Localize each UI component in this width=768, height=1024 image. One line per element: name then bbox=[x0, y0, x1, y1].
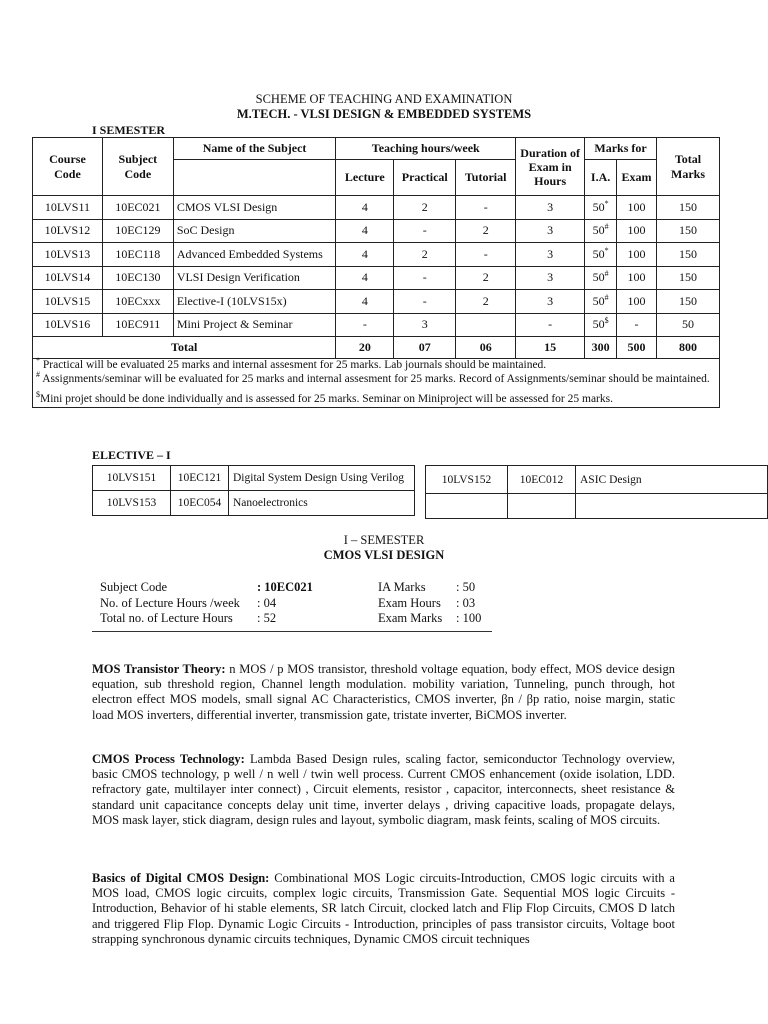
course-info-right bbox=[378, 580, 481, 627]
info-row: No. of Lecture Hours /week : 04 bbox=[100, 595, 277, 610]
table-row bbox=[33, 196, 720, 220]
info-row: Exam Hours : 03 bbox=[378, 595, 476, 610]
row-subject-code: 10EC911 bbox=[102, 313, 173, 337]
info-row: Subject Code : 10EC021 bbox=[100, 580, 313, 594]
section-cmos-process-technology bbox=[92, 752, 675, 828]
row-total: 150 bbox=[657, 266, 720, 290]
elective-subject-name bbox=[576, 494, 768, 519]
row-course-code: 10LVS12 bbox=[33, 219, 103, 243]
section-text: n MOS / p MOS transistor, threshold voltage equation, body effect, MOS device design equation, sub threshold region, Channel length modulation. mobility variation, Tunneling, punch through, hot electron effect MOS models, small signal AC Characteristics, CMOS inverter, βn / βp ratio, noise margin, static load MOS inverters, differential inverter, transmission gate, tristate inverter, BiCMOS inverter. bbox=[92, 662, 675, 722]
header-subject-name: Name of the Subject bbox=[173, 138, 336, 160]
section-basics-digital-cmos bbox=[92, 871, 675, 947]
section-heading: MOS Transistor Theory: bbox=[92, 662, 226, 676]
section-text: Combinational MOS Logic circuits-Introduction, CMOS logic circuits with a MOS load, CMOS logic circuits, complex logic circuits, Transmission Gate. Sequential MOS logic Circuits - Introduction, Behavior of hi stable elements, SR latch Circuit, clocked latch and Flip Flop Circuits, CMOS D latch and triggered Flip Flop. Dynamic Logic Circuits - Introduction, principles of pass transistor circuits, Voltage boot strapping synchronous dynamic circuits techniques, Dynamic CMOS circuit techniques bbox=[92, 871, 675, 946]
row-ia: 50$ bbox=[585, 313, 617, 337]
row-practical: - bbox=[394, 219, 456, 243]
info-row: IA Marks : 50 bbox=[378, 580, 476, 594]
row-subject-code: 10EC118 bbox=[102, 243, 173, 267]
row-practical: - bbox=[394, 266, 456, 290]
row-practical: 2 bbox=[394, 243, 456, 267]
row-total: 150 bbox=[657, 290, 720, 314]
table-row bbox=[33, 290, 720, 314]
row-lecture: 4 bbox=[336, 290, 394, 314]
header-total-marks: Total Marks bbox=[657, 138, 720, 196]
row-practical: 2 bbox=[394, 196, 456, 220]
row-course-code: 10LVS11 bbox=[33, 196, 103, 220]
row-duration: 3 bbox=[516, 196, 585, 220]
row-ia: 50# bbox=[585, 219, 617, 243]
row-practical: 3 bbox=[394, 313, 456, 337]
total-exam: 500 bbox=[617, 337, 657, 359]
row-subject-name: CMOS VLSI Design bbox=[173, 196, 336, 220]
course-semester: I – SEMESTER bbox=[343, 533, 425, 547]
header-lecture: Lecture bbox=[336, 160, 394, 196]
row-ia: 50* bbox=[585, 196, 617, 220]
row-total: 150 bbox=[657, 243, 720, 267]
elective-subject-name: Digital System Design Using Verilog bbox=[229, 466, 415, 491]
header-duration: Duration of Exam in Hours bbox=[516, 138, 585, 196]
row-duration: 3 bbox=[516, 219, 585, 243]
total-row bbox=[33, 337, 720, 359]
elective-table-right bbox=[425, 465, 768, 519]
semester-label: I SEMESTER bbox=[92, 123, 166, 137]
row-subject-name: Mini Project & Seminar bbox=[173, 313, 336, 337]
row-tutorial: - bbox=[456, 196, 516, 220]
course-info-left bbox=[100, 580, 313, 627]
row-exam: - bbox=[617, 313, 657, 337]
row-subject-code: 10ECxxx bbox=[102, 290, 173, 314]
section-heading: CMOS Process Technology: bbox=[92, 752, 245, 766]
elective-subject-code: 10EC054 bbox=[171, 491, 229, 516]
total-marks: 800 bbox=[657, 337, 720, 359]
section-mos-transistor-theory bbox=[92, 662, 675, 723]
row-ia: 50* bbox=[585, 243, 617, 267]
program-title: M.TECH. - VLSI DESIGN & EMBEDDED SYSTEMS bbox=[236, 107, 532, 121]
row-total: 150 bbox=[657, 196, 720, 220]
header-tutorial: Tutorial bbox=[456, 160, 516, 196]
row-total: 150 bbox=[657, 219, 720, 243]
info-divider bbox=[92, 631, 492, 632]
row-tutorial: 2 bbox=[456, 266, 516, 290]
elective-row bbox=[426, 494, 768, 519]
elective-subject-code: 10EC012 bbox=[508, 466, 576, 494]
elective-course-code: 10LVS151 bbox=[93, 466, 171, 491]
row-duration: 3 bbox=[516, 266, 585, 290]
row-duration: 3 bbox=[516, 243, 585, 267]
info-row: Total no. of Lecture Hours : 52 bbox=[100, 611, 277, 625]
elective-subject-code bbox=[508, 494, 576, 519]
row-total: 50 bbox=[657, 313, 720, 337]
row-course-code: 10LVS14 bbox=[33, 266, 103, 290]
elective-course-code bbox=[426, 494, 508, 519]
row-exam: 100 bbox=[617, 196, 657, 220]
row-ia: 50# bbox=[585, 290, 617, 314]
total-duration: 15 bbox=[516, 337, 585, 359]
section-heading: Basics of Digital CMOS Design: bbox=[92, 871, 270, 885]
header-practical: Practical bbox=[394, 160, 456, 196]
row-subject-code: 10EC021 bbox=[102, 196, 173, 220]
total-tutorial: 06 bbox=[456, 337, 516, 359]
table-row bbox=[33, 219, 720, 243]
row-ia: 50# bbox=[585, 266, 617, 290]
note-mini-project: $Mini projet should be done individually and is assessed for 25 marks. Seminar on Miniproject will be assessed for 25 marks. bbox=[36, 390, 613, 405]
total-lecture: 20 bbox=[336, 337, 394, 359]
elective-row bbox=[426, 466, 768, 494]
elective-course-code: 10LVS152 bbox=[426, 466, 508, 494]
note-practical: * Practical will be evaluated 25 marks and internal assesment for 25 marks. Lab journals should be maintained. bbox=[36, 356, 547, 371]
note-assignments: # Assignments/seminar will be evaluated for 25 marks and internal assesment for 25 marks. Record of Assignments/seminar should be maintained. bbox=[36, 369, 710, 385]
row-exam: 100 bbox=[617, 243, 657, 267]
row-lecture: 4 bbox=[336, 243, 394, 267]
row-tutorial: 2 bbox=[456, 290, 516, 314]
table-row bbox=[33, 313, 720, 337]
total-label: Total bbox=[33, 337, 336, 359]
row-duration: 3 bbox=[516, 290, 585, 314]
total-practical: 07 bbox=[394, 337, 456, 359]
row-subject-code: 10EC129 bbox=[102, 219, 173, 243]
table-row bbox=[33, 266, 720, 290]
header-marks-for: Marks for bbox=[585, 138, 657, 160]
row-exam: 100 bbox=[617, 266, 657, 290]
row-lecture: - bbox=[336, 313, 394, 337]
header-ia: I.A. bbox=[585, 160, 617, 196]
row-practical: - bbox=[394, 290, 456, 314]
row-lecture: 4 bbox=[336, 266, 394, 290]
elective-row bbox=[93, 491, 415, 516]
header-exam: Exam bbox=[617, 160, 657, 196]
header-subject-code: Subject Code bbox=[102, 138, 173, 196]
row-course-code: 10LVS15 bbox=[33, 290, 103, 314]
row-subject-code: 10EC130 bbox=[102, 266, 173, 290]
row-tutorial: - bbox=[456, 243, 516, 267]
elective-heading: ELECTIVE – I bbox=[92, 448, 171, 462]
info-row: Exam Marks : 100 bbox=[378, 611, 482, 625]
row-subject-name: Advanced Embedded Systems bbox=[173, 243, 336, 267]
row-subject-name: SoC Design bbox=[173, 219, 336, 243]
row-subject-name: Elective-I (10LVS15x) bbox=[173, 290, 336, 314]
scheme-title: SCHEME OF TEACHING AND EXAMINATION bbox=[255, 92, 513, 106]
header-course-code: Course Code bbox=[33, 138, 103, 196]
elective-subject-code: 10EC121 bbox=[171, 466, 229, 491]
elective-table-left bbox=[92, 465, 415, 516]
total-ia: 300 bbox=[585, 337, 617, 359]
elective-row bbox=[93, 466, 415, 491]
row-exam: 100 bbox=[617, 290, 657, 314]
header-teaching-hours: Teaching hours/week bbox=[336, 138, 516, 160]
row-lecture: 4 bbox=[336, 219, 394, 243]
elective-subject-name: ASIC Design bbox=[576, 466, 768, 494]
scheme-notes bbox=[33, 356, 720, 408]
row-tutorial: 2 bbox=[456, 219, 516, 243]
section-text: Lambda Based Design rules, scaling factor, semiconductor Technology overview, basic CMOS technology, p well / n well / twin well process. Current CMOS enhancement (oxide isolation, LDD. refractory gate, multilayer inter connect) , Circuit elements, resistor , capacitor, interconnects, sheet resistance & standard unit capacitance concepts delay unit time, inverter delays , driving capacitive loads, propagate delays, MOS mask layer, stick diagram, design rules and layout, symbolic diagram, mask feints, scaling of MOS circuits. bbox=[92, 752, 675, 827]
row-course-code: 10LVS16 bbox=[33, 313, 103, 337]
row-course-code: 10LVS13 bbox=[33, 243, 103, 267]
row-exam: 100 bbox=[617, 219, 657, 243]
header-name-blank bbox=[173, 160, 336, 196]
elective-subject-name: Nanoelectronics bbox=[229, 491, 415, 516]
row-duration: - bbox=[516, 313, 585, 337]
course-title: CMOS VLSI DESIGN bbox=[323, 548, 445, 562]
row-lecture: 4 bbox=[336, 196, 394, 220]
elective-course-code: 10LVS153 bbox=[93, 491, 171, 516]
table-row bbox=[33, 243, 720, 267]
row-tutorial bbox=[456, 313, 516, 337]
row-subject-name: VLSI Design Verification bbox=[173, 266, 336, 290]
scheme-table bbox=[32, 137, 720, 408]
